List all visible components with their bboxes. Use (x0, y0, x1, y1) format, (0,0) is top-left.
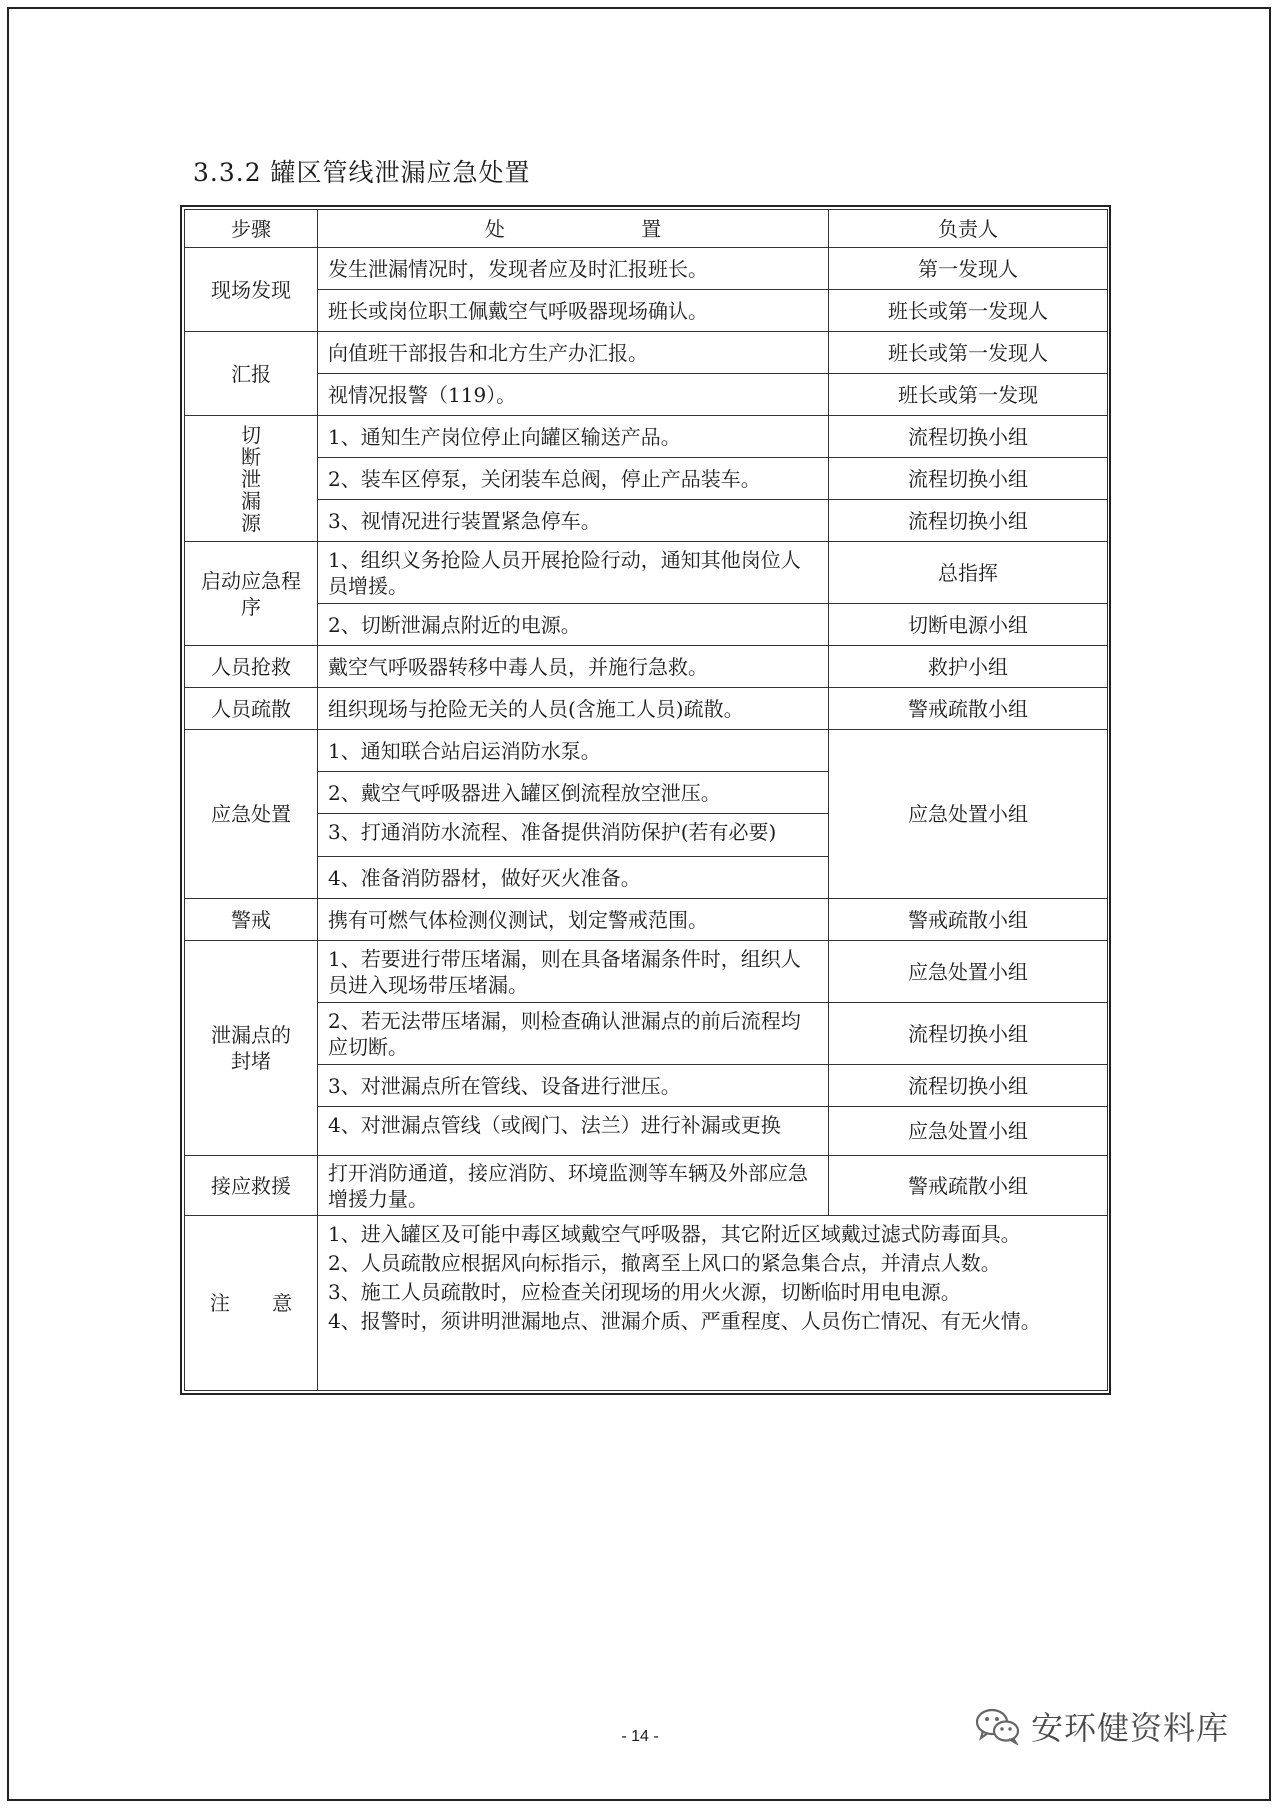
page-number: - 14 - (621, 1728, 659, 1745)
header-action: 处 置 (318, 210, 829, 248)
note-item: 2、人员疏散应根据风向标指示，撤离至上风口的紧急集合点，并清点人数。 (328, 1251, 1001, 1275)
table-row (185, 374, 1108, 416)
table-row (185, 1065, 1108, 1107)
table-row (185, 646, 1108, 688)
responsible-cell: 流程切换小组 (829, 1003, 1108, 1065)
notes-body (318, 1216, 1108, 1391)
action-cell: 向值班干部报告和北方生产办汇报。 (318, 332, 829, 374)
emergency-response-table (184, 209, 1108, 1391)
step-cell: 警戒 (185, 899, 318, 941)
table-row (185, 688, 1108, 730)
responsible-cell: 班长或第一发现 (829, 374, 1108, 416)
action-cell: 3、视情况进行装置紧急停车。 (318, 500, 829, 542)
table-row (185, 1107, 1108, 1156)
step-cell: 接应救援 (185, 1156, 318, 1216)
step-char: 泄 (241, 466, 261, 491)
responsible-cell: 警戒疏散小组 (829, 688, 1108, 730)
action-text-clipped: 3、打通消防水流程、准备提供消防保护(若有必要) (328, 820, 777, 844)
action-cell: 2、若无法带压堵漏，则检查确认泄漏点的前后流程均应切断。 (318, 1003, 829, 1065)
emergency-table-frame (180, 205, 1111, 1395)
table-row (185, 458, 1108, 500)
action-cell (318, 1107, 829, 1156)
responsible-cell: 班长或第一发现人 (829, 332, 1108, 374)
action-cell: 4、准备消防器材，做好灭火准备。 (318, 857, 829, 899)
step-char: 漏 (241, 488, 261, 513)
action-cell: 视情况报警（119）。 (318, 374, 829, 416)
step-cell: 启动应急程序 (185, 542, 318, 646)
responsible-cell: 应急处置小组 (829, 730, 1108, 899)
action-cell: 戴空气呼吸器转移中毒人员，并施行急救。 (318, 646, 829, 688)
table-row (185, 730, 1108, 772)
action-cell: 1、通知生产岗位停止向罐区输送产品。 (318, 416, 829, 458)
section-title: 3.3.2 罐区管线泄漏应急处置 (193, 158, 531, 187)
table-row (185, 290, 1108, 332)
responsible-cell: 总指挥 (829, 542, 1108, 604)
table-row (185, 248, 1108, 290)
action-cell: 2、戴空气呼吸器进入罐区倒流程放空泄压。 (318, 772, 829, 814)
responsible-cell: 第一发现人 (829, 248, 1108, 290)
responsible-cell: 警戒疏散小组 (829, 1156, 1108, 1216)
table-row (185, 416, 1108, 458)
action-cell: 发生泄漏情况时，发现者应及时汇报班长。 (318, 248, 829, 290)
step-cell: 人员抢救 (185, 646, 318, 688)
table-row (185, 332, 1108, 374)
action-cell: 打开消防通道，接应消防、环境监测等车辆及外部应急增援力量。 (318, 1156, 829, 1216)
action-text-clipped: 4、对泄漏点管线（或阀门、法兰）进行补漏或更换 (328, 1113, 781, 1137)
step-cell: 汇报 (185, 332, 318, 416)
step-cell: 现场发现 (185, 248, 318, 332)
responsible-cell: 警戒疏散小组 (829, 899, 1108, 941)
table-row (185, 899, 1108, 941)
action-cell (318, 814, 829, 857)
step-cell: 应急处置 (185, 730, 318, 899)
action-cell: 1、组织义务抢险人员开展抢险行动，通知其他岗位人员增援。 (318, 542, 829, 604)
step-char: 源 (241, 510, 261, 535)
watermark (975, 1697, 1229, 1755)
notes-label: 注 意 (185, 1216, 318, 1391)
step-cell: 人员疏散 (185, 688, 318, 730)
header-step: 步骤 (185, 210, 318, 248)
note-item: 3、施工人员疏散时，应检查关闭现场的用火火源，切断临时用电电源。 (328, 1280, 961, 1304)
action-cell: 2、装车区停泵，关闭装车总阀，停止产品装车。 (318, 458, 829, 500)
watermark-text: 安环健资料库 (1031, 1709, 1230, 1747)
step-cell: 泄漏点的封堵 (185, 941, 318, 1156)
responsible-cell: 救护小组 (829, 646, 1108, 688)
responsible-cell: 切断电源小组 (829, 604, 1108, 646)
responsible-cell: 流程切换小组 (829, 416, 1108, 458)
responsible-cell: 流程切换小组 (829, 1065, 1108, 1107)
responsible-cell: 流程切换小组 (829, 500, 1108, 542)
table-row (185, 500, 1108, 542)
step-cell (185, 416, 318, 542)
action-cell: 2、切断泄漏点附近的电源。 (318, 604, 829, 646)
action-cell: 1、通知联合站启运消防水泵。 (318, 730, 829, 772)
step-char: 断 (241, 444, 261, 469)
responsible-cell: 班长或第一发现人 (829, 290, 1108, 332)
table-row (185, 604, 1108, 646)
responsible-cell: 应急处置小组 (829, 941, 1108, 1003)
action-cell: 3、对泄漏点所在管线、设备进行泄压。 (318, 1065, 829, 1107)
table-row (185, 1156, 1108, 1216)
step-char: 切 (241, 422, 261, 447)
action-cell: 携有可燃气体检测仪测试，划定警戒范围。 (318, 899, 829, 941)
table-row (185, 941, 1108, 1003)
wechat-icon (975, 1707, 1021, 1745)
table-row (185, 542, 1108, 604)
action-cell: 1、若要进行带压堵漏，则在具备堵漏条件时，组织人员进入现场带压堵漏。 (318, 941, 829, 1003)
note-item: 4、报警时，须讲明泄漏地点、泄漏介质、严重程度、人员伤亡情况、有无火情。 (328, 1309, 1041, 1333)
responsible-cell: 流程切换小组 (829, 458, 1108, 500)
responsible-cell: 应急处置小组 (829, 1107, 1108, 1156)
table-header-row (185, 210, 1108, 248)
notes-row (185, 1216, 1108, 1391)
note-item: 1、进入罐区及可能中毒区域戴空气呼吸器，其它附近区域戴过滤式防毒面具。 (328, 1222, 1021, 1246)
action-cell: 班长或岗位职工佩戴空气呼吸器现场确认。 (318, 290, 829, 332)
header-responsible: 负责人 (829, 210, 1108, 248)
table-row (185, 1003, 1108, 1065)
action-cell: 组织现场与抢险无关的人员(含施工人员)疏散。 (318, 688, 829, 730)
